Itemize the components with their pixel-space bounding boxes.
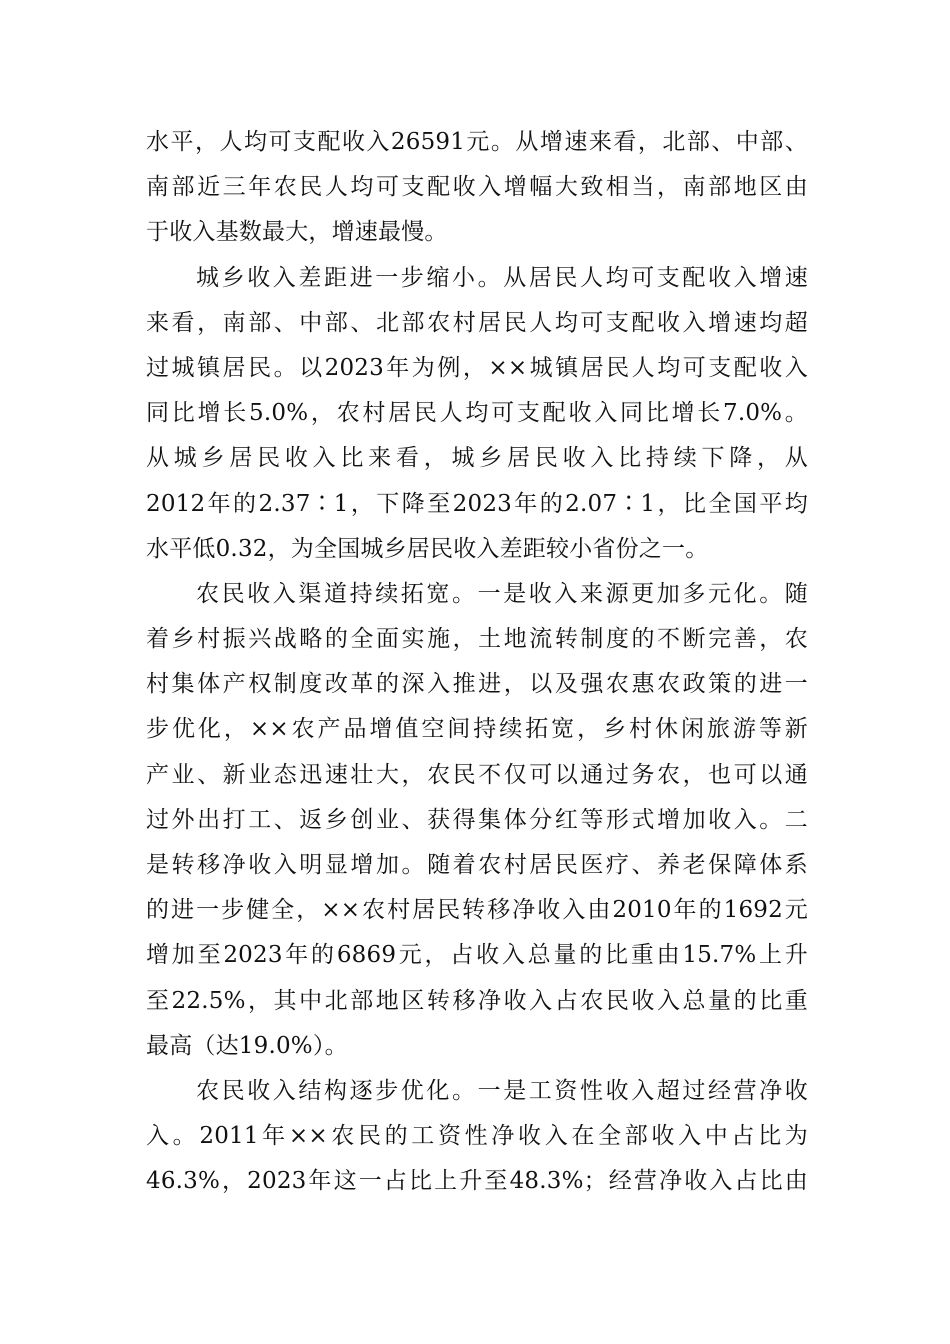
text-line: 最高（达19.0%）。 — [146, 1032, 348, 1059]
text-line: 2012年的2.37∶1，下降至2023年的2.07∶1，比全国平均 — [146, 490, 808, 517]
paragraph-first-line: 农民收入渠道持续拓宽。一是收入来源更加多元化。随 — [196, 580, 808, 607]
text-line: 46.3%，2023年这一占比上升至48.3%；经营净收入占比由 — [146, 1168, 808, 1195]
text-line: 南部近三年农民人均可支配收入增幅大致相当，南部地区由 — [146, 174, 808, 201]
text-line: 村集体产权制度改革的深入推进，以及强农惠农政策的进一 — [146, 671, 808, 698]
text-line: 从城乡居民收入比来看，城乡居民收入比持续下降，从 — [146, 445, 808, 472]
text-line: 来看，南部、中部、北部农村居民人均可支配收入增速均超 — [146, 309, 808, 336]
text-line: 于收入基数最大，增速最慢。 — [146, 219, 448, 246]
text-line: 水平低0.32，为全国城乡居民收入差距较小省份之一。 — [146, 535, 709, 562]
text-line: 着乡村振兴战略的全面实施，土地流转制度的不断完善，农 — [146, 626, 808, 653]
paragraph-first-line: 城乡收入差距进一步缩小。从居民人均可支配收入增速 — [196, 264, 808, 291]
text-line: 至22.5%，其中北部地区转移净收入占农民收入总量的比重 — [146, 987, 808, 1014]
paragraph-first-line: 农民收入结构逐步优化。一是工资性收入超过经营净收 — [196, 1077, 808, 1104]
text-line: 是转移净收入明显增加。随着农村居民医疗、养老保障体系 — [146, 852, 808, 878]
text-line: 增加至2023年的6869元，占收入总量的比重由15.7%上升 — [146, 942, 808, 969]
text-line: 过城镇居民。以2023年为例，××城镇居民人均可支配收入 — [146, 354, 808, 381]
text-line: 的进一步健全，××农村居民转移净收入由2010年的1692元 — [146, 897, 808, 924]
text-line: 水平，人均可支配收入26591元。从增速来看，北部、中部、 — [146, 129, 808, 155]
document-body — [146, 120, 808, 1205]
text-line: 入。2011年××农民的工资性净收入在全部收入中占比为 — [146, 1123, 808, 1150]
text-line: 过外出打工、返乡创业、获得集体分红等形式增加收入。二 — [146, 806, 808, 833]
text-line: 产业、新业态迅速壮大，农民不仅可以通过务农，也可以通 — [146, 761, 808, 788]
text-line: 同比增长5.0%，农村居民人均可支配收入同比增长7.0%。 — [146, 400, 808, 427]
text-line: 步优化，××农产品增值空间持续拓宽，乡村休闲旅游等新 — [146, 716, 808, 743]
